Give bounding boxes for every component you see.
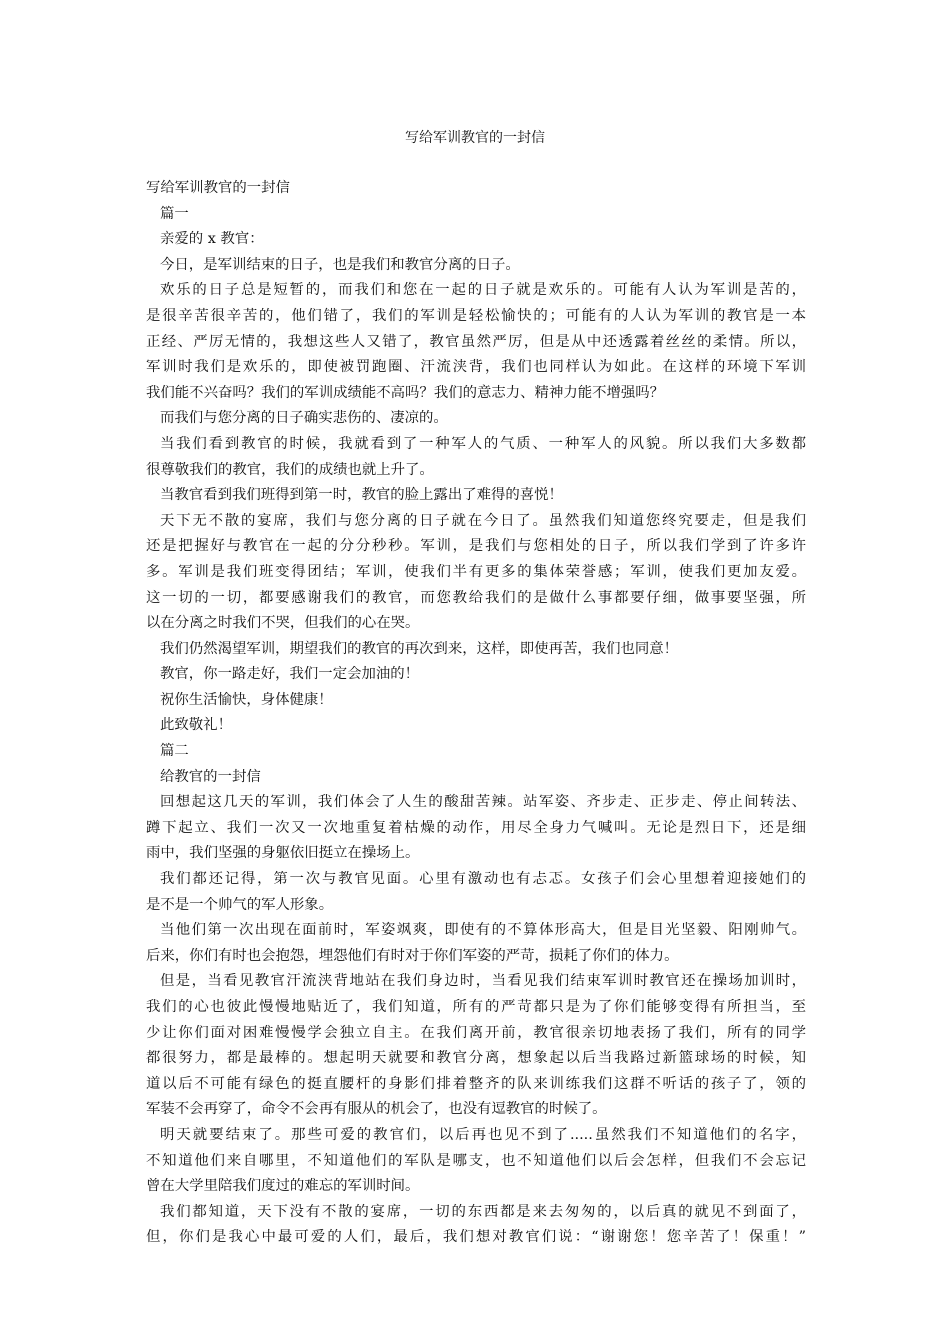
text-line: 今日，是军训结束的日子，也是我们和教官分离的日子。 xyxy=(160,256,520,273)
text-line: 道以后不可能有绿色的挺直腰杆的身影们排着整齐的队来训练我们这群不听话的孩子了，领的 xyxy=(146,1075,806,1092)
text-line: 回想起这几天的军训，我们体会了人生的酸甜苦辣。站军姿、齐步走、正步走、停止间转法、 xyxy=(160,794,806,811)
text-line: 正经、严厉无情的，我想这些人又错了，教官虽然严厉，但是从中还透露着丝丝的柔情。所以， xyxy=(146,333,806,350)
text-line: 少让你们面对困难慢慢学会独立自主。在我们离开前，教官很亲切地表扬了我们，所有的同学 xyxy=(146,1024,806,1041)
text-line: 多。军训是我们班变得团结；军训，使我们半有更多的集体荣誉感；军训，使我们更加友爱。 xyxy=(146,563,806,580)
text-line: 我们的心也彼此慢慢地贴近了，我们知道，所有的严苛都只是为了你们能够变得有所担当，至 xyxy=(146,999,806,1015)
text-line: 我们能不兴奋吗？我们的军训成绩能不高吗？我们的意志力、精神力能不增强吗？ xyxy=(146,384,665,401)
text-line: 曾在大学里陪我们度过的难忘的军训时间。 xyxy=(146,1178,420,1195)
text-line: 当我们看到教官的时候，我就看到了一种军人的气质、一种军人的风貌。所以我们大多数都 xyxy=(160,435,806,452)
text-line: 雨中，我们坚强的身躯依旧挺立在操场上。 xyxy=(146,845,420,862)
text-line: 后来，你们有时也会抱怨，埋怨他们有时对于你们军姿的严苛，损耗了你们的体力。 xyxy=(146,947,679,964)
text-line: 还是把握好与教官在一起的分分秒秒。军训，是我们与您相处的日子，所以我们学到了许多许 xyxy=(146,538,806,555)
text-line: 蹲下起立、我们一次又一次地重复着枯燥的动作，用尽全身力气喊叫。无论是烈日下，还是细 xyxy=(146,819,806,836)
text-line: 都很努力，都是最棒的。想起明天就要和教官分离，想象起以后当我路过新篮球场的时候，知 xyxy=(146,1050,806,1067)
text-line: 给教官的一封信 xyxy=(160,768,261,785)
text-line: 但是，当看见教官汗流浃背地站在我们身边时，当看见我们结束军训时教官还在操场加训时， xyxy=(160,973,806,990)
text-line: 以在分离之时我们不哭，但我们的心在哭。 xyxy=(146,615,420,632)
text-line: 天下无不散的宴席，我们与您分离的日子就在今日了。虽然我们知道您终究要走，但是我们 xyxy=(160,512,806,529)
text-line: 祝你生活愉快，身体健康！ xyxy=(160,691,333,708)
text-line: 亲爱的 x 教官： xyxy=(160,231,264,248)
text-line: 是不是一个帅气的军人形象。 xyxy=(146,896,334,913)
text-line: 当他们第一次出现在面前时，军姿飒爽，即使有的不算体形高大，但是目光坚毅、阳刚帅气。 xyxy=(160,922,806,939)
text-line: 但，你们是我心中最可爱的人们，最后，我们想对教官们说：“谢谢您！您辛苦了！保重！” xyxy=(146,1229,806,1246)
text-line: 此致敬礼！ xyxy=(160,717,232,734)
text-line: 教官，你一路走好，我们一定会加油的！ xyxy=(160,666,420,683)
text-line: 是很辛苦很辛苦的，他们错了，我们的军训是轻松愉快的；可能有的人认为军训的教官是一本 xyxy=(146,307,806,324)
text-line: 当教官看到我们班得到第一时，教官的脸上露出了难得的喜悦！ xyxy=(160,487,563,504)
text-line: 军训时我们是欢乐的，即使被罚跑圈、汗流浃背，我们也同样认为如此。在这样的环境下军训 xyxy=(146,359,806,376)
text-line: 篇一 xyxy=(160,205,189,222)
text-line: 我们都知道，天下没有不散的宴席，一切的东西都是来去匆匆的，以后真的就见不到面了， xyxy=(160,1203,806,1220)
text-line: 不知道他们来自哪里，不知道他们的军队是哪支，也不知道他们以后会怎样，但我们不会忘记 xyxy=(146,1152,806,1169)
text-line: 我们仍然渴望军训，期望我们的教官的再次到来，这样，即使再苦，我们也同意！ xyxy=(160,640,679,657)
text-line: 而我们与您分离的日子确实悲伤的、凄凉的。 xyxy=(160,410,448,427)
text-line: 篇二 xyxy=(160,743,189,760)
text-line: 写给军训教官的一封信 xyxy=(146,180,290,196)
text-line: 明天就要结束了。那些可爱的教官们，以后再也见不到了.....虽然我们不知道他们的名字， xyxy=(160,1126,806,1143)
text-line: 这一切的一切，都要感谢我们的教官，而您教给我们的是做什么事都要仔细，做事要坚强，所 xyxy=(146,589,806,606)
text-line: 欢乐的日子总是短暂的，而我们和您在一起的日子就是欢乐的。可能有人认为军训是苦的， xyxy=(160,282,806,299)
text-line: 我们都还记得，第一次与教官见面。心里有激动也有忐忑。女孩子们会心里想着迎接她们的 xyxy=(160,871,806,888)
document-title: 写给军训教官的一封信 xyxy=(405,130,545,146)
document-body xyxy=(146,176,806,1251)
text-line: 军装不会再穿了，命令不会再有服从的机会了，也没有逗教官的时候了。 xyxy=(146,1101,607,1118)
text-line: 很尊敬我们的教官，我们的成绩也就上升了。 xyxy=(146,461,434,478)
